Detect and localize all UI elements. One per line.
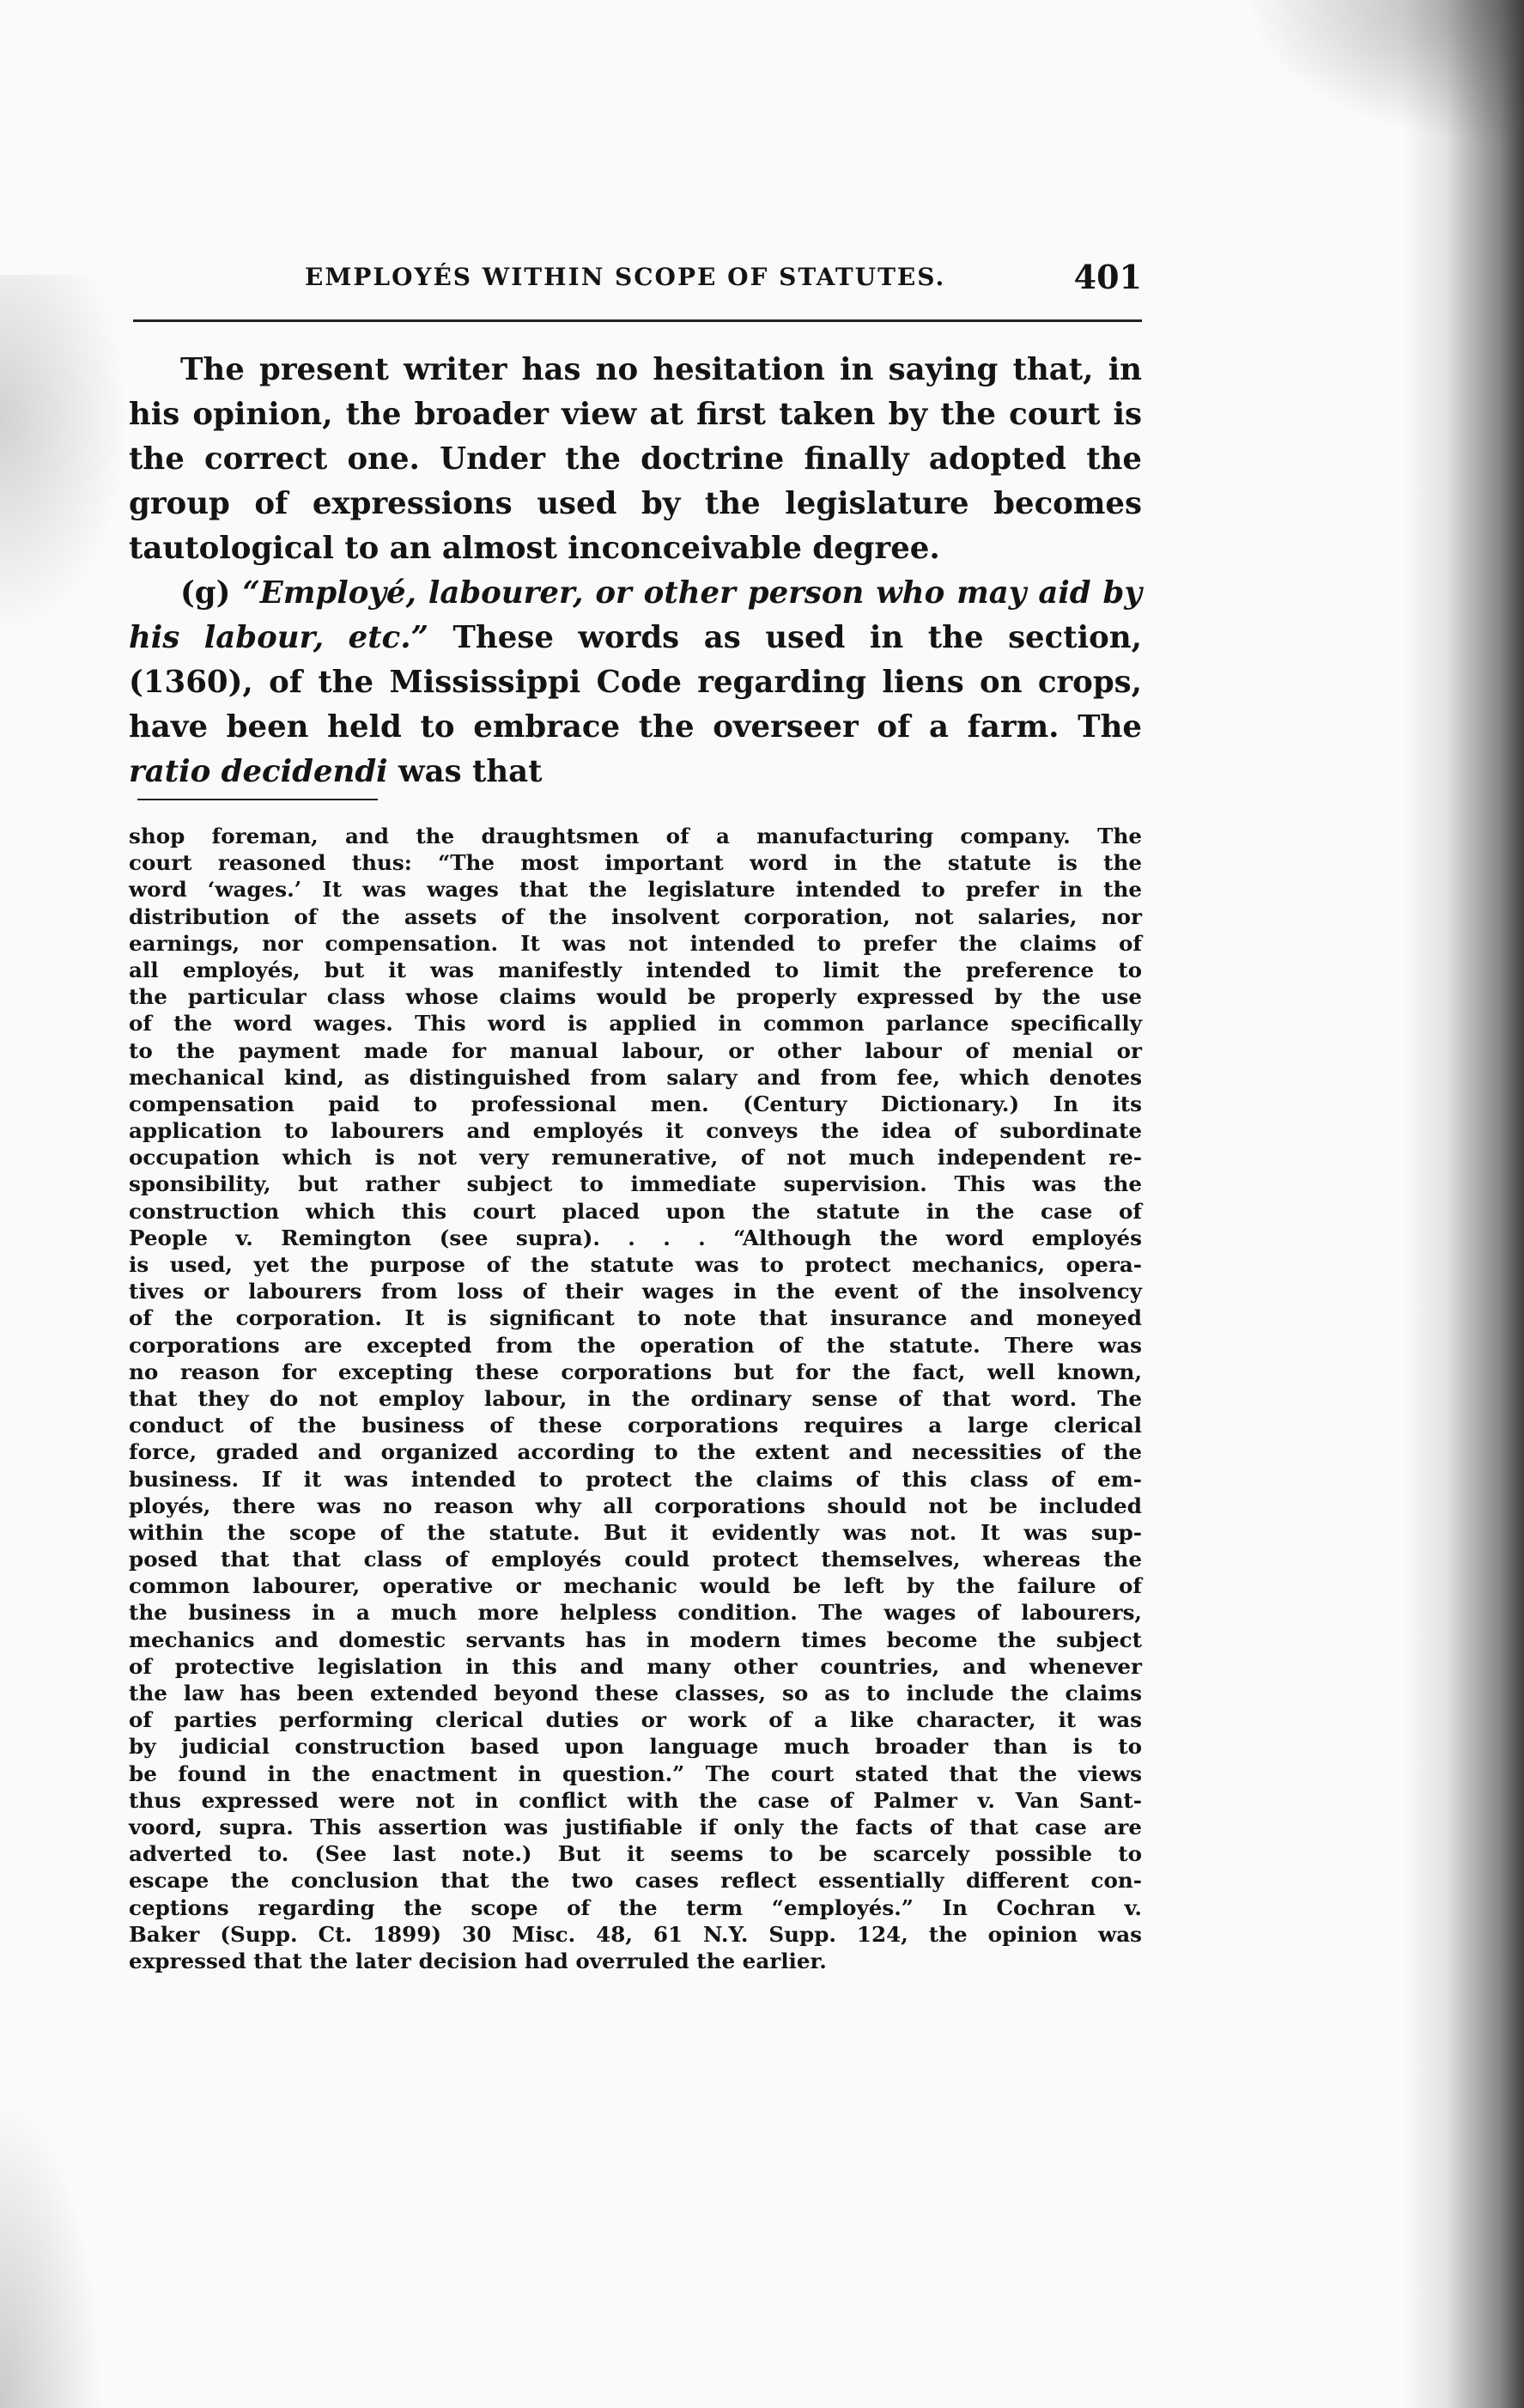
footnote-line: tives or labourers from loss of their wages in the event of the insolvency [129, 1279, 1142, 1304]
footnote-line: thus expressed were not in conflict with the case of Palmer v. Van Sant- [129, 1787, 1142, 1813]
section-heading: “Employé, labourer, or other person who may aid by his labour, etc.” [129, 575, 1143, 655]
paragraph-opinion: The present writer has no hesitation in saying that, in his opinion, the broader view at first taken by the court is the correct one. Under the doctrine finally adopted the group of expressions used by the legislature becomes tautological to an almost inconceivable degree. [129, 352, 1142, 566]
footnote-line: to the payment made for manual labour, or other labour of menial or [129, 1037, 1142, 1063]
section-text-b: was that [398, 754, 543, 789]
footnote-line: by judicial construction based upon language much broader than is to [129, 1734, 1142, 1760]
footnote-line: the particular class whose claims would be properly expressed by the use [129, 984, 1142, 1010]
footnote-line: court reasoned thus: “The most important word in the statute is the [129, 850, 1142, 876]
footnote-line: all employés, but it was manifestly intended to limit the preference to [129, 957, 1142, 982]
footnote-line: word ‘wages.’ It was wages that the legislature intended to prefer in the [129, 877, 1142, 903]
footnote-line: the law has been extended beyond these classes, so as to include the claims [129, 1681, 1142, 1706]
footnote-line: be found in the enactment in question.” The court stated that the views [129, 1760, 1142, 1786]
footnote-line: People v. Remington (see supra). . . . “Although the word employés [129, 1225, 1142, 1250]
footnote-line: escape the conclusion that the two cases reflect essentially different con- [129, 1868, 1142, 1894]
footnote-line: expressed that the later decision had overruled the earlier. [129, 1948, 827, 1973]
footnote-line: shop foreman, and the draughtsmen of a manufacturing company. The [129, 824, 1142, 848]
footnote-line: force, graded and organized according to the extent and necessities of the [129, 1439, 1142, 1465]
footnote-line: within the scope of the statute. But it evidently was not. It was sup- [129, 1519, 1142, 1545]
page-left-smudge [0, 275, 129, 635]
ratio-decidendi: ratio decidendi [129, 754, 388, 789]
footnote [129, 823, 1142, 1974]
footnote-line: of the word wages. This word is applied in common parlance specifically [129, 1011, 1142, 1037]
footnote-line: ployés, there was no reason why all corporations should not be included [129, 1493, 1142, 1518]
footnote-line: of protective legislation in this and many other countries, and whenever [129, 1653, 1142, 1679]
footnote-line: voord, supra. This assertion was justifiable if only the facts of that case are [129, 1814, 1142, 1839]
footnote-line: mechanical kind, as distinguished from salary and from fee, which denotes [129, 1064, 1142, 1090]
footnote-line: corporations are excepted from the operation of the statute. There was [129, 1332, 1142, 1358]
footnote-line: mechanics and domestic servants has in modern times become the subject [129, 1627, 1142, 1652]
page-bottom-smudge [0, 2099, 103, 2408]
footnote-line: conduct of the business of these corporations requires a large clerical [129, 1413, 1142, 1438]
footnote-line: no reason for excepting these corporations but for the fact, well known, [129, 1359, 1142, 1384]
footnote-line: posed that that class of employés could protect themselves, whereas the [129, 1547, 1142, 1572]
footnote-line: that they do not employ labour, in the ordinary sense of that word. The [129, 1385, 1142, 1411]
footnote-rule [137, 799, 378, 800]
footnote-line: business. If it was intended to protect the claims of this class of em- [129, 1466, 1142, 1492]
main-text [129, 348, 1142, 794]
footnote-line: of the corporation. It is significant to note that insurance and moneyed [129, 1305, 1142, 1331]
footnote-line: the business in a much more helpless condition. The wages of labourers, [129, 1600, 1142, 1626]
page-edge-shadow [1404, 0, 1524, 2408]
section-text-a: These words as used in the section, (1360), of the Mississippi Code regarding liens on crops, have been held to embrace the overseer of a farm. The [129, 620, 1142, 745]
footnote-line: application to labourers and employés it conveys the idea of subordinate [129, 1118, 1142, 1144]
footnote-line: ceptions regarding the scope of the term “employés.” In Cochran v. [129, 1894, 1142, 1920]
footnote-line: distribution of the assets of the insolvent corporation, not salaries, nor [129, 903, 1142, 929]
header-rule [133, 319, 1142, 322]
paragraph-section-g [129, 571, 1142, 794]
running-head [133, 258, 1142, 309]
footnote-line: common labourer, operative or mechanic would be left by the failure of [129, 1573, 1142, 1599]
footnote-line: sponsibility, but rather subject to immediate supervision. This was the [129, 1171, 1142, 1197]
footnote-line: is used, yet the purpose of the statute was to protect mechanics, opera- [129, 1252, 1142, 1277]
running-head-title: EMPLOYÉS WITHIN SCOPE OF STATUTES. [305, 263, 946, 291]
footnote-line: occupation which is not very remunerative, of not much independent re- [129, 1145, 1142, 1171]
footnote-line: Baker (Supp. Ct. 1899) 30 Misc. 48, 61 N.Y. Supp. 124, the opinion was [129, 1921, 1142, 1947]
page-corner-shadow [1245, 0, 1524, 146]
page-number: 401 [1073, 258, 1142, 296]
footnote-line: compensation paid to professional men. (Century Dictionary.) In its [129, 1091, 1142, 1116]
footnote-line: earnings, nor compensation. It was not intended to prefer the claims of [129, 930, 1142, 956]
footnote-line: of parties performing clerical duties or work of a like character, it was [129, 1707, 1142, 1733]
footnote-line: construction which this court placed upon the statute in the case of [129, 1198, 1142, 1224]
section-label: (g) [180, 575, 231, 611]
footnote-line: adverted to. (See last note.) But it seems to be scarcely possible to [129, 1841, 1142, 1867]
